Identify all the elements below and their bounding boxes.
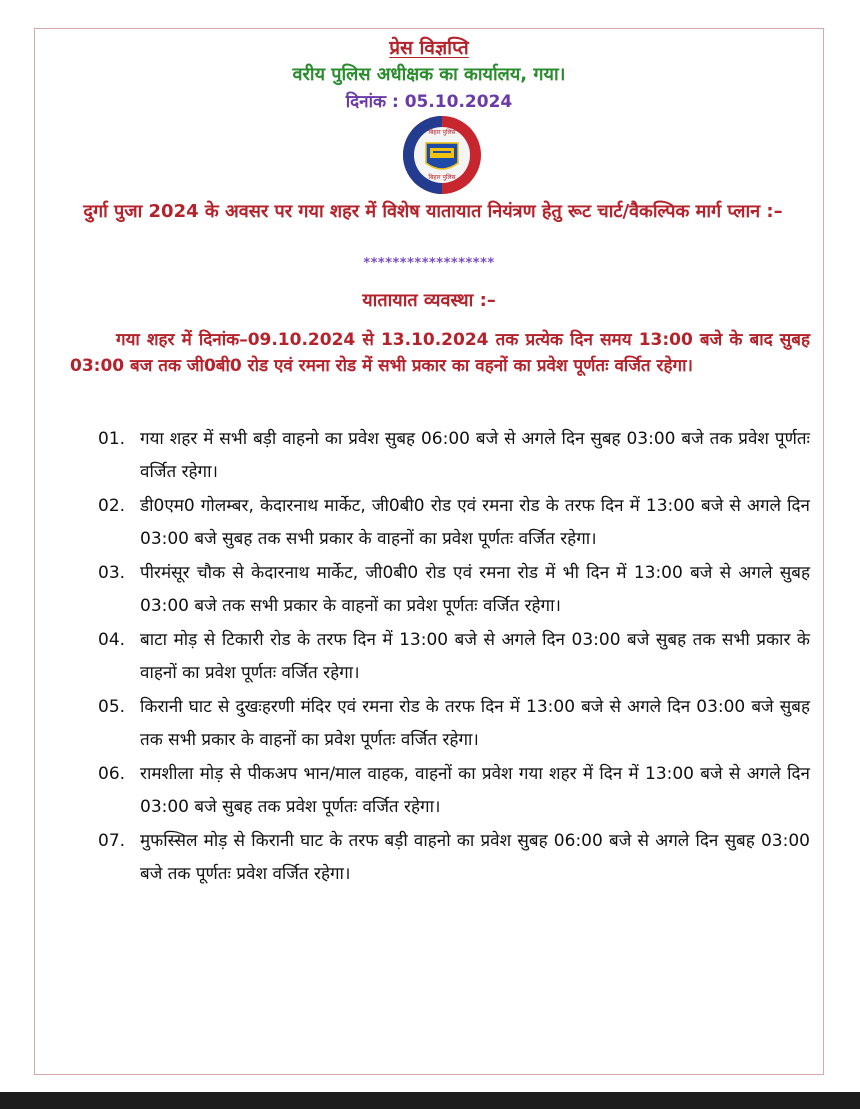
headline: दुर्गा पुजा 2024 के अवसर पर गया शहर में विशेष यातायात नियंत्रण हेतु रूट चार्ट/वैकल्पिक मार्ग प्लान :– [83, 201, 783, 222]
item-text: डी0एम0 गोलम्बर, केदारनाथ मार्केट, जी0बी0 रोड एवं रमना रोड के तरफ दिन में 13:00 बजे से अगले दिन 03:00 बजे सुबह तक सभी प्रकार के वाहनों का प्रवेश पूर्णतः वर्जित रहेगा। [140, 496, 810, 549]
item-text: मुफस्सिल मोड़ से किरानी घाट के तरफ बड़ी वाहनो का प्रवेश सुबह 06:00 बजे से अगले दिन सुबह 03:00 बजे तक पूर्णतः प्रवेश वर्जित रहेगा। [140, 831, 810, 884]
item-number: 07. [98, 831, 126, 851]
bottom-bar [0, 1092, 860, 1109]
list-item [98, 624, 810, 690]
item-text: रामशीला मोड़ से पीकअप भान/माल वाहक, वाहनों का प्रवेश गया शहर में दिन में 13:00 बजे से अगले दिन 03:00 बजे सुबह तक प्रवेश पूर्णतः वर्जित रहेगा। [140, 764, 810, 817]
item-text: किरानी घाट से दुखःहरणी मंदिर एवं रमना रोड के तरफ दिन में 13:00 बजे से अगले दिन 03:00 बजे सुबह तक सभी प्रकार के वाहनों का प्रवेश पूर्णतः वर्जित रहेगा। [140, 697, 810, 750]
press-release-title: प्रेस विज्ञप्ति [389, 37, 469, 59]
item-number: 05. [98, 697, 126, 717]
restriction-list [98, 423, 810, 892]
item-number: 02. [98, 496, 126, 516]
list-item [98, 825, 810, 891]
item-number: 01. [98, 429, 126, 449]
item-text: गया शहर में सभी बड़ी वाहनो का प्रवेश सुबह 06:00 बजे से अगले दिन सुबह 03:00 बजे तक प्रवेश पूर्णतः वर्जित रहेगा। [140, 429, 810, 482]
list-item [98, 557, 810, 623]
release-date: दिनांक : 05.10.2024 [345, 92, 513, 112]
list-item [98, 691, 810, 757]
emblem-text-bottom: बिहार पुलिस [428, 174, 456, 181]
list-item [98, 423, 810, 489]
item-text: पीरमंसूर चौक से केदारनाथ मार्केट, जी0बी0 रोड एवं रमना रोड में भी दिन में 13:00 बजे से अगले सुबह 03:00 बजे तक सभी प्रकार के वाहनों का प्रवेश पूर्णतः वर्जित रहेगा। [140, 563, 810, 616]
office-name: वरीय पुलिस अधीक्षक का कार्यालय, गया। [292, 64, 566, 85]
section-title: यातायात व्यवस्था :– [362, 290, 496, 311]
list-item [98, 490, 810, 556]
emblem-text-top: बिहार पुलिस [428, 129, 456, 136]
star-separator: ****************** [363, 256, 495, 271]
intro-paragraph: गया शहर में दिनांक–09.10.2024 से 13.10.2024 तक प्रत्येक दिन समय 13:00 बजे के बाद सुबह 03:00 बज तक जी0बी0 रोड एवं रमना रोड में सभी प्रकार का वहनों का प्रवेश पूर्णतः वर्जित रहेगा। [70, 330, 810, 376]
item-number: 03. [98, 563, 126, 583]
item-text: बाटा मोड़ से टिकारी रोड के तरफ दिन में 13:00 बजे से अगले दिन 03:00 बजे सुबह तक सभी प्रकार के वाहनों का प्रवेश पूर्णतः वर्जित रहेगा। [140, 630, 810, 683]
item-number: 04. [98, 630, 126, 650]
bihar-police-emblem-icon [397, 113, 487, 197]
item-number: 06. [98, 764, 126, 784]
list-item [98, 758, 810, 824]
